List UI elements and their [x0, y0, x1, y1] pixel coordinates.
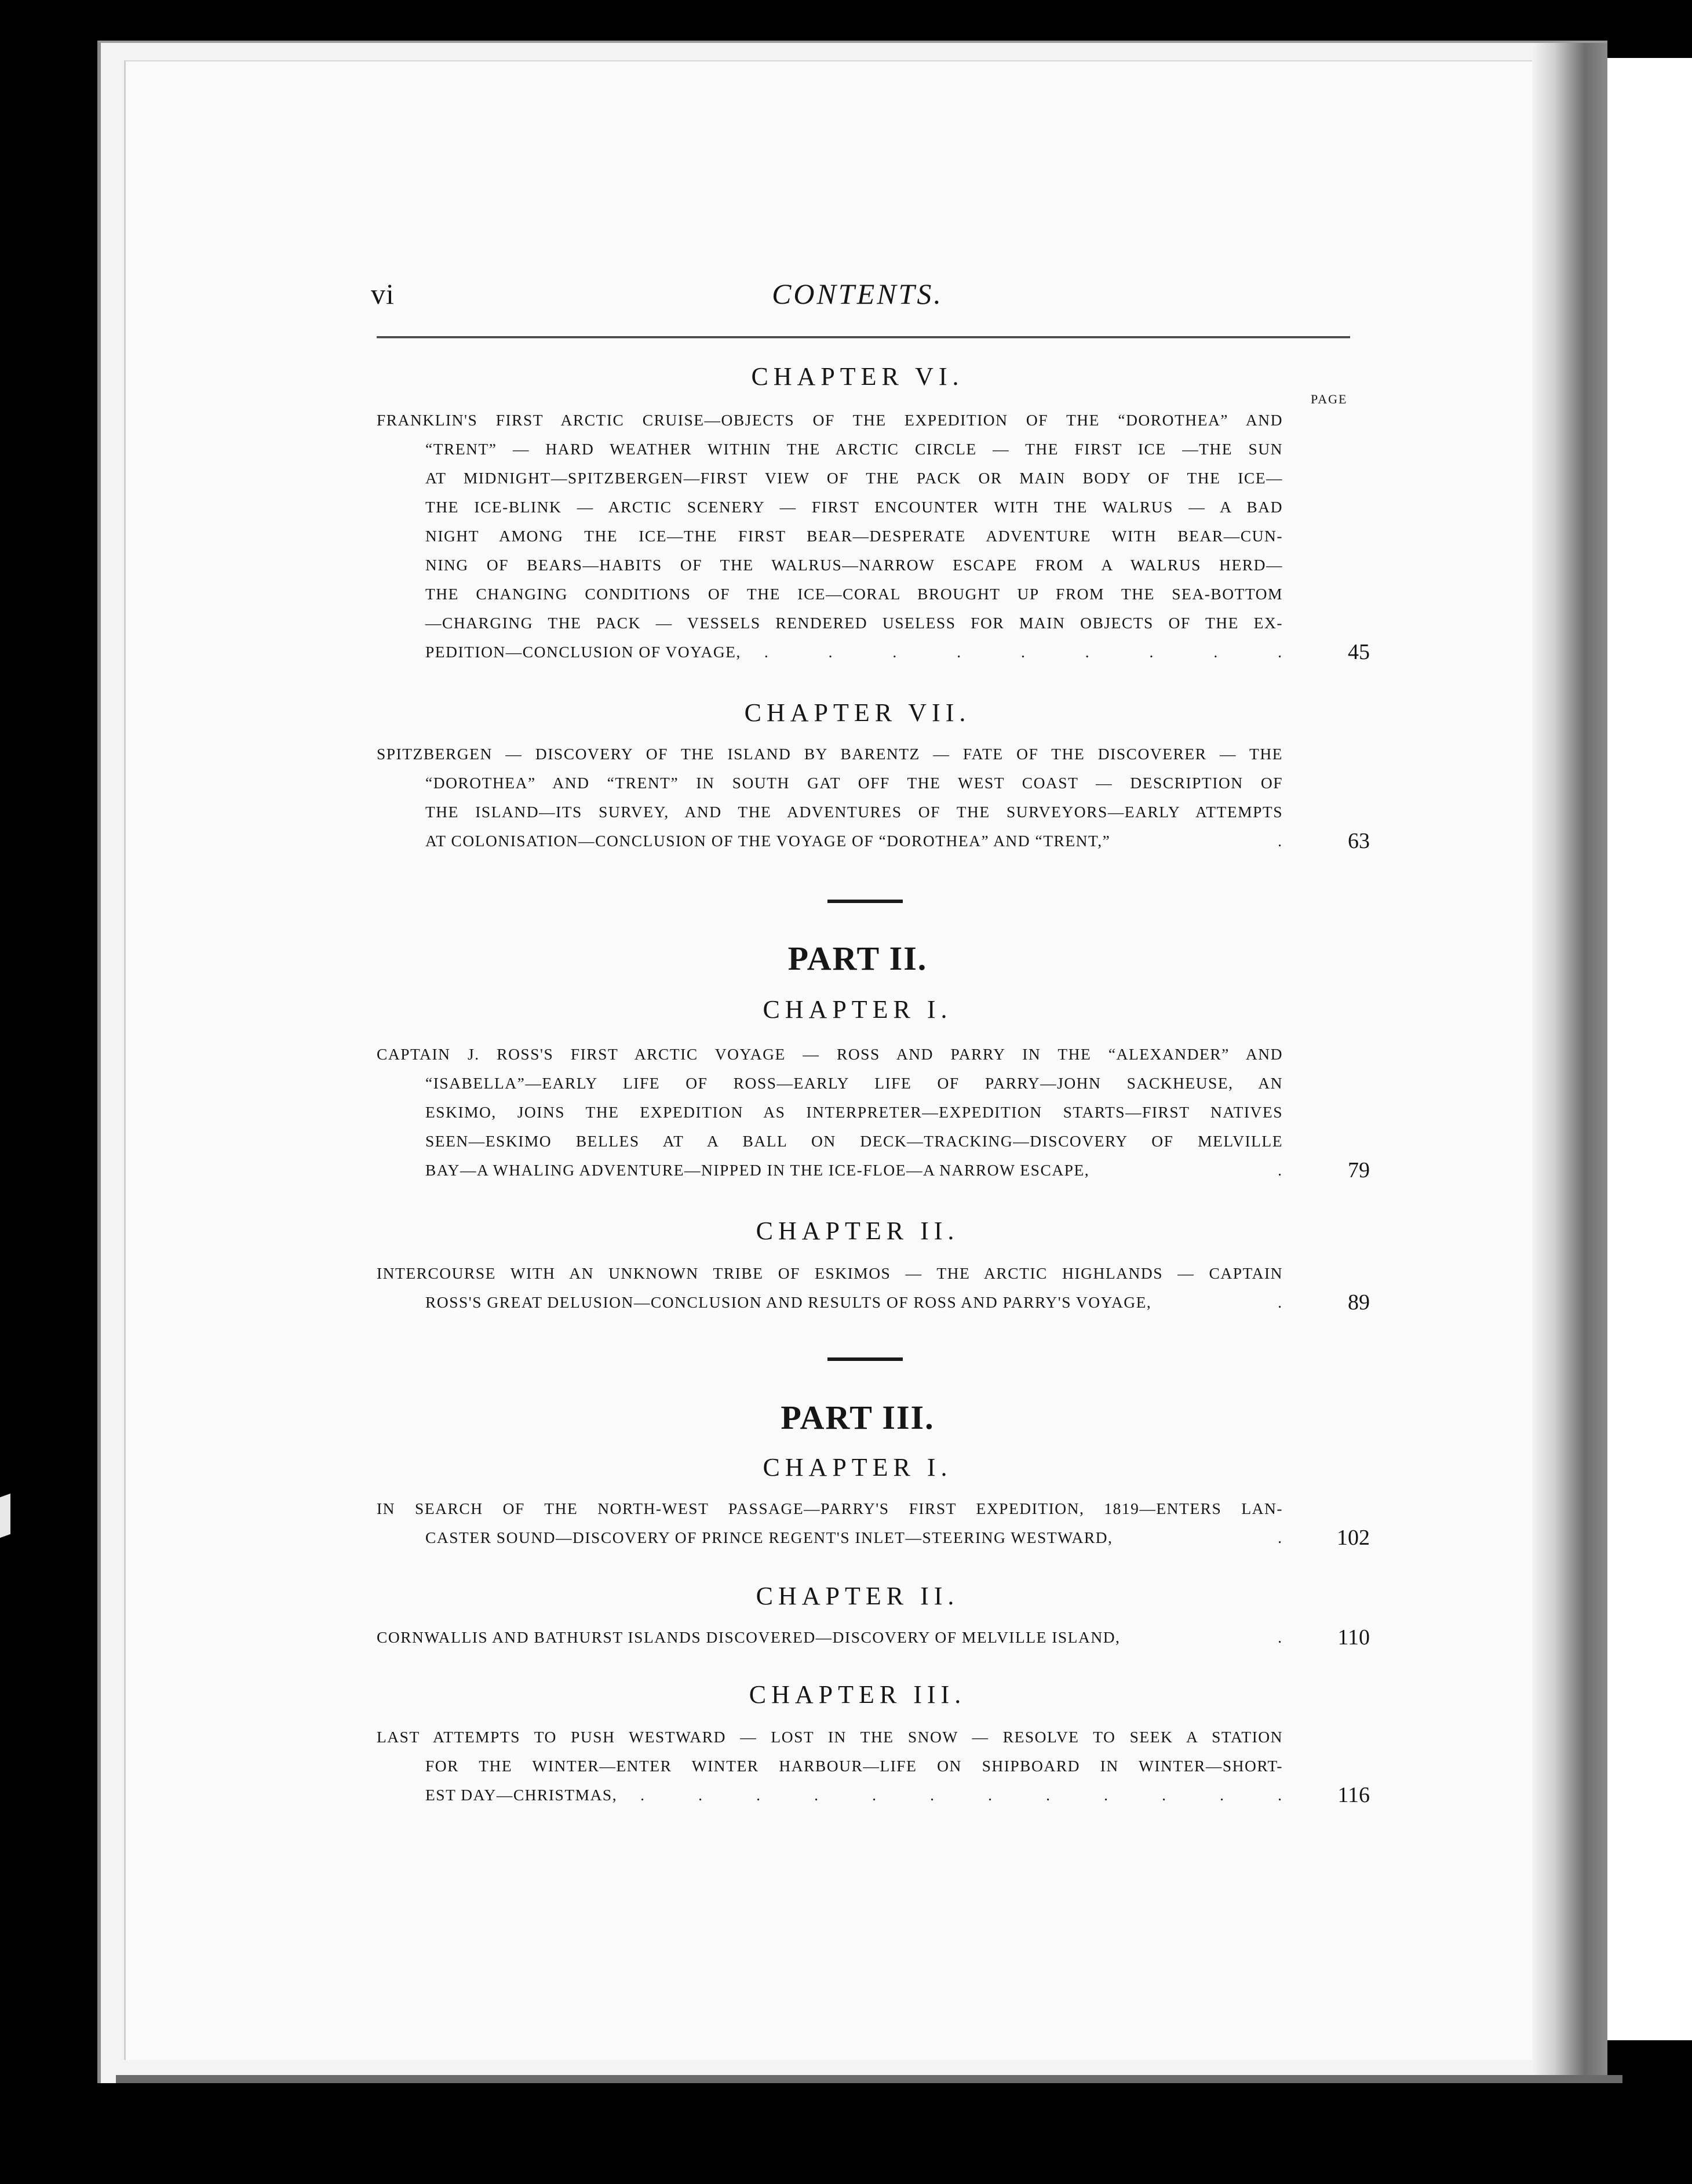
- toc-entry: [377, 1494, 1370, 1552]
- entry-line: IN SEARCH OF THE NORTH-WEST PASSAGE—PARRY'S FIRST EXPEDITION, 1819—ENTERS LAN-: [377, 1499, 1283, 1517]
- entry-line: THE ISLAND—ITS SURVEY, AND THE ADVENTURES OF THE SURVEYORS—EARLY ATTEMPTS: [425, 803, 1283, 821]
- entry-line: CAPTAIN J. ROSS'S FIRST ARCTIC VOYAGE — ROSS AND PARRY IN THE “ALEXANDER” AND: [377, 1045, 1283, 1063]
- page-folio: vi: [371, 278, 395, 310]
- entry-line-text: PEDITION—CONCLUSION OF VOYAGE,: [425, 643, 741, 661]
- entry-line: “ISABELLA”—EARLY LIFE OF ROSS—EARLY LIFE OF PARRY—JOHN SACKHEUSE, AN: [425, 1074, 1283, 1092]
- section-separator: [827, 1357, 903, 1361]
- entry-line: [377, 1288, 1283, 1317]
- chapter-heading: CHAPTER I.: [763, 995, 953, 1024]
- entry-line-text: BAY—A WHALING ADVENTURE—NIPPED IN THE ICE-FLOE—A NARROW ESCAPE,: [425, 1161, 1090, 1179]
- entry-line: “DOROTHEA” AND “TRENT” IN SOUTH GAT OFF THE WEST COAST — DESCRIPTION OF: [425, 774, 1283, 792]
- page-bottom-edge: [116, 2075, 1622, 2083]
- page-number: 79: [1348, 1158, 1370, 1182]
- entry-line: NING OF BEARS—HABITS OF THE WALRUS—NARROW ESCAPE FROM A WALRUS HERD—: [425, 556, 1283, 574]
- toc-entry: [377, 740, 1370, 856]
- chapter-heading: CHAPTER I.: [763, 1453, 953, 1482]
- page-number: 89: [1348, 1290, 1370, 1315]
- toc-entry: [377, 1040, 1370, 1185]
- entry-line: INTERCOURSE WITH AN UNKNOWN TRIBE OF ESKIMOS — THE ARCTIC HIGHLANDS — CAPTAIN: [377, 1264, 1283, 1282]
- toc-entry: [377, 1623, 1370, 1652]
- page-number: 110: [1337, 1625, 1370, 1650]
- leader-dots: . . . . . . . . .: [764, 643, 1283, 661]
- toc-entry: [377, 406, 1370, 667]
- entry-line: —CHARGING THE PACK — VESSELS RENDERED USELESS FOR MAIN OBJECTS OF THE EX-: [425, 614, 1283, 632]
- chapter-heading: CHAPTER II.: [756, 1582, 960, 1610]
- toc-entry: [377, 1259, 1370, 1317]
- page-number: 102: [1337, 1526, 1370, 1550]
- leader-dots: .: [1278, 1293, 1283, 1311]
- entry-line: [377, 638, 1283, 667]
- scan-margin-mark: [0, 1494, 10, 1538]
- leader-dots: .: [1278, 832, 1283, 850]
- page-number: 63: [1348, 829, 1370, 853]
- leader-dots: .: [1278, 1528, 1283, 1546]
- spine-shadow: [1532, 43, 1607, 2083]
- entry-line-text: CASTER SOUND—DISCOVERY OF PRINCE REGENT'S INLET—STEERING WESTWARD,: [425, 1528, 1113, 1546]
- entry-line-text: ROSS'S GREAT DELUSION—CONCLUSION AND RESULTS OF ROSS AND PARRY'S VOYAGE,: [425, 1293, 1152, 1311]
- chapter-heading: CHAPTER VII.: [744, 698, 971, 727]
- entry-line: LAST ATTEMPTS TO PUSH WESTWARD — LOST IN THE SNOW — RESOLVE TO SEEK A STATION: [377, 1728, 1283, 1746]
- page-number: 45: [1348, 640, 1370, 664]
- page-number: 116: [1337, 1783, 1370, 1807]
- entry-line: FOR THE WINTER—ENTER WINTER HARBOUR—LIFE ON SHIPBOARD IN WINTER—SHORT-: [425, 1757, 1283, 1775]
- entry-line-text: CORNWALLIS AND BATHURST ISLANDS DISCOVERED—DISCOVERY OF MELVILLE ISLAND,: [377, 1628, 1121, 1646]
- entry-line: AT MIDNIGHT—SPITZBERGEN—FIRST VIEW OF THE PACK OR MAIN BODY OF THE ICE—: [425, 469, 1283, 487]
- entry-line: SPITZBERGEN — DISCOVERY OF THE ISLAND BY BARENTZ — FATE OF THE DISCOVERER — THE: [377, 745, 1283, 763]
- entry-line: THE CHANGING CONDITIONS OF THE ICE—CORAL BROUGHT UP FROM THE SEA-BOTTOM: [425, 585, 1283, 603]
- entry-line: ESKIMO, JOINS THE EXPEDITION AS INTERPRETER—EXPEDITION STARTS—FIRST NATIVES: [425, 1103, 1283, 1121]
- running-head: CONTENTS.: [772, 278, 943, 310]
- part-heading: PART III.: [781, 1399, 935, 1436]
- chapter-heading: CHAPTER VI.: [751, 362, 964, 391]
- section-separator: [827, 900, 903, 903]
- entry-line: NIGHT AMONG THE ICE—THE FIRST BEAR—DESPERATE ADVENTURE WITH BEAR—CUN-: [425, 527, 1283, 545]
- adjacent-page-edge: [1604, 58, 1692, 2040]
- part-heading: PART II.: [787, 940, 928, 977]
- entry-line: FRANKLIN'S FIRST ARCTIC CRUISE—OBJECTS OF THE EXPEDITION OF THE “DOROTHEA” AND: [377, 411, 1283, 429]
- entry-line: SEEN—ESKIMO BELLES AT A BALL ON DECK—TRACKING—DISCOVERY OF MELVILLE: [425, 1132, 1283, 1150]
- entry-line: [377, 827, 1283, 856]
- page-column-label: PAGE: [1311, 392, 1348, 406]
- entry-line-text: AT COLONISATION—CONCLUSION OF THE VOYAGE OF “DOROTHEA” AND “TRENT,”: [425, 832, 1111, 850]
- chapter-heading: CHAPTER II.: [756, 1217, 960, 1245]
- entry-line: “TRENT” — HARD WEATHER WITHIN THE ARCTIC CIRCLE — THE FIRST ICE —THE SUN: [425, 440, 1283, 458]
- leader-dots: .: [1278, 1628, 1283, 1646]
- entry-line: [377, 1156, 1283, 1185]
- chapter-heading: CHAPTER III.: [749, 1680, 967, 1709]
- leader-dots: .: [1278, 1161, 1283, 1179]
- entry-line: [377, 1623, 1283, 1652]
- header-rule: [377, 336, 1350, 338]
- entry-line: THE ICE-BLINK — ARCTIC SCENERY — FIRST ENCOUNTER WITH THE WALRUS — A BAD: [425, 498, 1283, 516]
- entry-line: [377, 1781, 1283, 1810]
- leader-dots: . . . . . . . . . . . .: [640, 1786, 1283, 1804]
- toc-entry: [377, 1723, 1370, 1810]
- entry-line-text: EST DAY—CHRISTMAS,: [425, 1786, 618, 1804]
- entry-line: [377, 1523, 1283, 1552]
